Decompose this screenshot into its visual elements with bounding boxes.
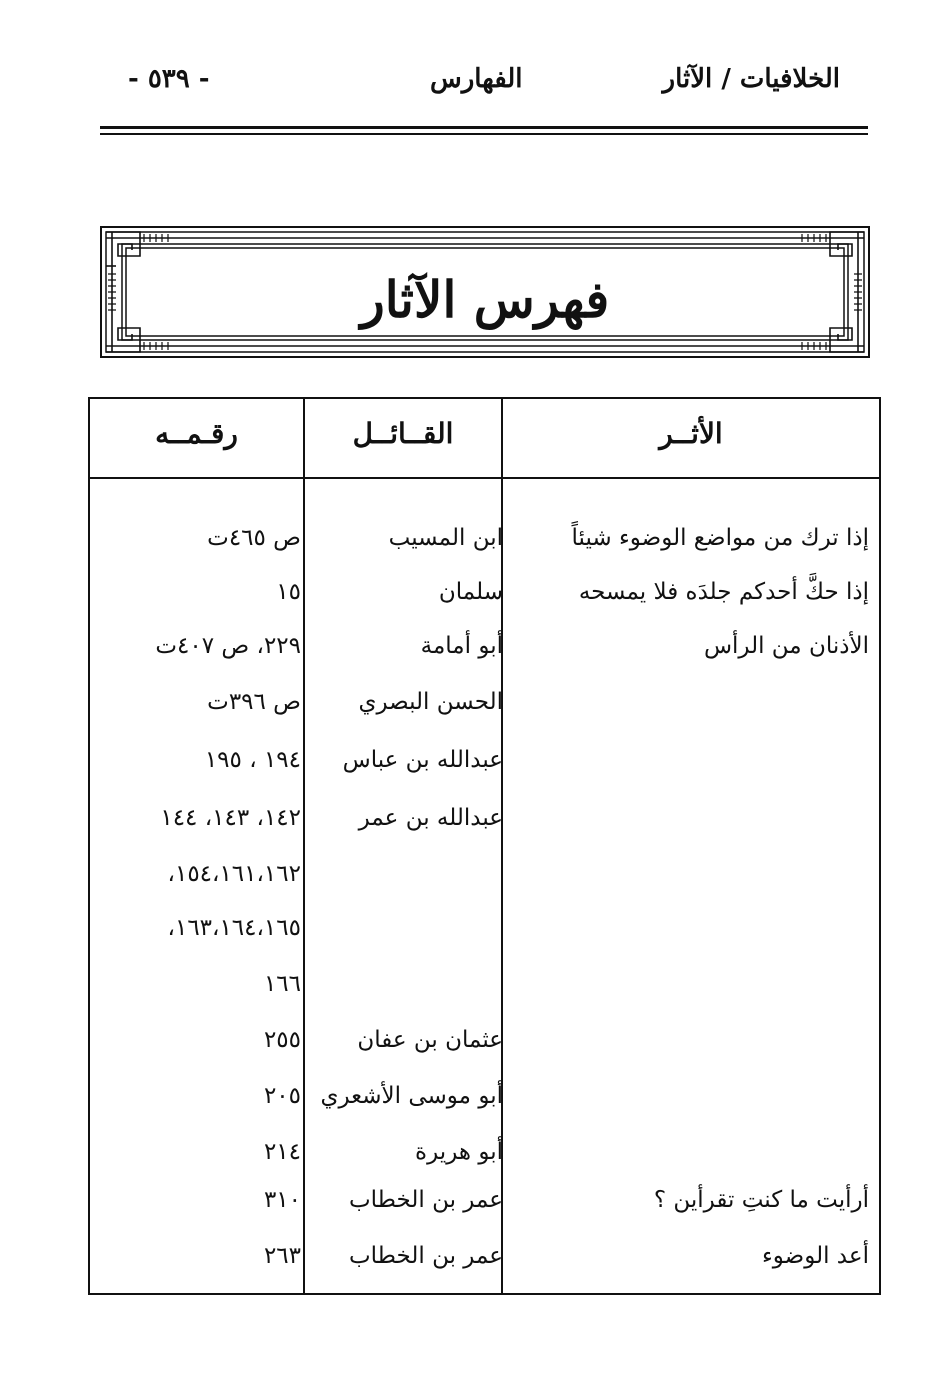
raqm-cell: ص ٣٩٦ت bbox=[207, 689, 301, 715]
raqm-cell: ١٤٢، ١٤٣، ١٤٤ bbox=[160, 805, 301, 831]
raqm-cell: ١٦٣،١٦٤،١٦٥، bbox=[167, 915, 301, 941]
raqm-cell: ٢٢٩، ص ٤٠٧ت bbox=[155, 633, 301, 659]
raqm-cell: ٢٠٥ bbox=[263, 1083, 301, 1109]
header-athar: الأثــر bbox=[659, 417, 723, 450]
book-part-title: الخلافيات / الآثار bbox=[662, 64, 840, 94]
header-raqm: رقـمــه bbox=[155, 417, 238, 450]
athar-cell: أعد الوضوء bbox=[761, 1243, 869, 1269]
raqm-cell: ١٩٤ ، ١٩٥ bbox=[204, 747, 301, 773]
page-number: - ٥٣٩ - bbox=[128, 64, 210, 94]
qail-cell: أبو أمامة bbox=[420, 633, 503, 659]
header-divider bbox=[90, 477, 879, 479]
athar-cell: الأذنان من الرأس bbox=[703, 633, 869, 659]
qail-cell: ابن المسيب bbox=[388, 525, 503, 551]
qail-cell: الحسن البصري bbox=[358, 689, 503, 715]
raqm-cell: ٢١٤ bbox=[263, 1139, 301, 1165]
header-rule-thick bbox=[100, 126, 868, 129]
raqm-cell: ٣١٠ bbox=[263, 1187, 301, 1213]
raqm-cell: ١٥ bbox=[276, 579, 301, 605]
section-title: الفهارس bbox=[430, 64, 523, 94]
qail-cell: عبدالله بن عباس bbox=[342, 747, 503, 773]
index-title: فهرس الآثار bbox=[360, 270, 610, 329]
title-frame bbox=[100, 226, 870, 358]
qail-cell: عمر بن الخطاب bbox=[348, 1243, 503, 1269]
column-divider bbox=[303, 399, 305, 1293]
qail-cell: عمر بن الخطاب bbox=[348, 1187, 503, 1213]
qail-cell: عبدالله بن عمر bbox=[358, 805, 503, 831]
qail-cell: أبو موسى الأشعري bbox=[320, 1083, 503, 1109]
raqm-cell: ٢٥٥ bbox=[263, 1027, 301, 1053]
qail-cell: أبو هريرة bbox=[415, 1139, 503, 1165]
raqm-cell: ص ٤٦٥ت bbox=[207, 525, 301, 551]
raqm-cell: ٢٦٣ bbox=[263, 1243, 301, 1269]
qail-cell: سلمان bbox=[438, 579, 503, 605]
athar-index-table bbox=[88, 397, 881, 1295]
qail-cell: عثمان بن عفان bbox=[357, 1027, 503, 1053]
raqm-cell: ١٥٤،١٦١،١٦٢، bbox=[167, 861, 301, 887]
athar-cell: إذا حكَّ أحدكم جلدَه فلا يمسحه bbox=[578, 579, 869, 605]
athar-cell: إذا ترك من مواضع الوضوء شيئاً bbox=[571, 525, 869, 551]
raqm-cell: ١٦٦ bbox=[263, 971, 301, 997]
header-rule-thin bbox=[100, 133, 868, 135]
athar-cell: أرأيت ما كنتِ تقرأين ؟ bbox=[653, 1187, 869, 1213]
header-qail: القــائــل bbox=[352, 417, 454, 450]
page-header bbox=[120, 64, 840, 110]
